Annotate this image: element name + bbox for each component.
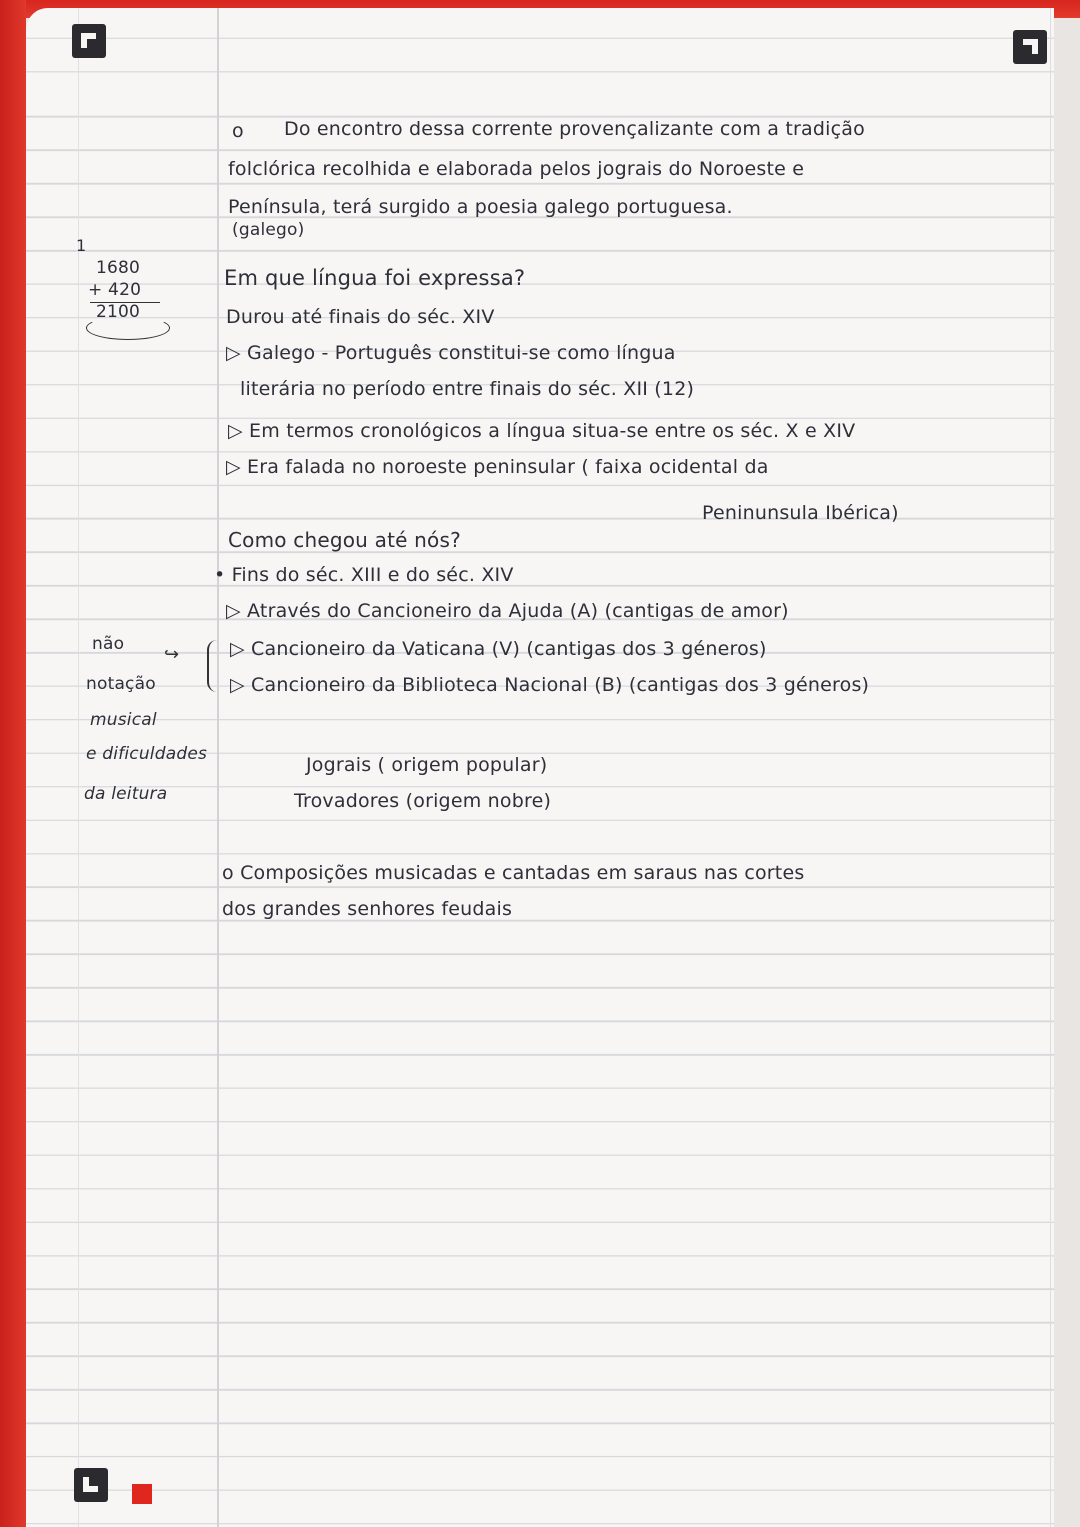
transmission-line-4: ▷ Cancioneiro da Biblioteca Nacional (B) (cantigas dos 3 géneros) [230,674,870,696]
heading-transmission: Como chegou até nós? [228,528,461,552]
trovadores-line: Trovadores (origem nobre) [294,790,552,812]
calc-number-2: + 420 [88,280,142,300]
margin-line [217,8,219,1527]
right-margin-line [1050,8,1051,1527]
side-note-line-3: musical [90,710,157,730]
paragraph-1-line-4: (galego) [232,220,305,240]
arrow-icon: ↪ [164,644,180,665]
calc-circle [86,316,170,340]
corner-marker-bottom-left-icon [74,1468,108,1502]
side-note-line-5: da leitura [84,784,168,804]
calc-a: 1 [76,236,87,255]
transmission-line-2: ▷ Através do Cancioneiro da Ajuda (A) (cantigas de amor) [226,600,789,622]
paragraph-1-line-2: folclórica recolhida e elaborada pelos jograis do Noroeste e [228,158,805,180]
language-line-5: ▷ Era falada no noroeste peninsular ( faixa ocidental da [226,456,769,478]
corner-marker-top-left-icon [72,24,106,58]
brace [207,640,219,692]
bullet-1: o [232,120,244,142]
paragraph-1-line-3: Península, terá surgido a poesia galego portuguesa. [228,196,733,218]
jograis-line: Jograis ( origem popular) [306,754,548,776]
corner-marker-top-right-icon [1013,30,1047,64]
side-note-line-2: notação [86,674,156,694]
language-line-4: ▷ Em termos cronológicos a língua situa-se entre os séc. X e XIV [228,420,856,442]
language-line-6: Peninunsula Ibérica) [702,502,899,524]
calc-result: 2100 [96,302,141,322]
heading-language: Em que língua foi expressa? [224,266,526,290]
red-marker-icon [132,1484,152,1504]
language-line-2: ▷ Galego - Português constitui-se como língua [226,342,676,364]
calc-number-1: 1680 [96,258,141,278]
composicoes-line-2: dos grandes senhores feudais [222,898,513,920]
transmission-line-3: ▷ Cancioneiro da Vaticana (V) (cantigas dos 3 géneros) [230,638,767,660]
language-line-1: Durou até finais do séc. XIV [226,306,495,328]
side-note-line-4: e dificuldades [86,744,208,764]
side-note-line-1: não [92,634,125,654]
language-line-3: literária no período entre finais do séc. XII (12) [240,378,695,400]
paragraph-1-line-1: Do encontro dessa corrente provençalizante com a tradição [284,118,865,140]
composicoes-line-1: o Composições musicadas e cantadas em saraus nas cortes [222,862,805,884]
notebook-cover-left [0,0,26,1527]
transmission-line-1: • Fins do séc. XIII e do séc. XIV [214,564,514,586]
